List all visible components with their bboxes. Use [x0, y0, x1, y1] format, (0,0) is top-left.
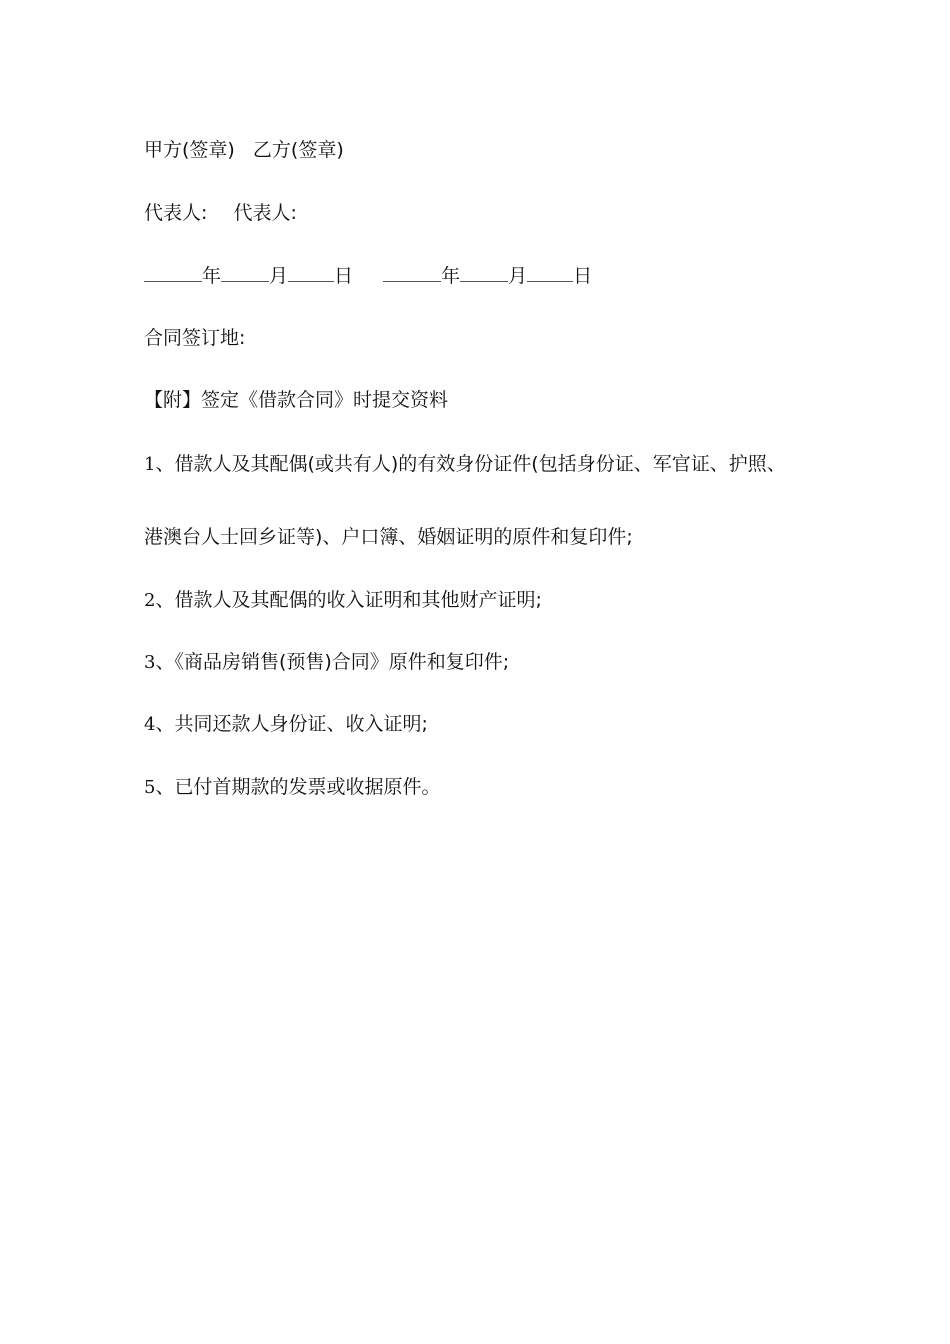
item-separator: 、: [155, 651, 175, 673]
appendix-item-2: [144, 588, 542, 613]
appendix-item-5: [144, 775, 440, 800]
day-label-b: 日: [573, 265, 593, 287]
appendix-title: [144, 388, 448, 412]
item-separator: 、: [155, 453, 175, 475]
appendix-title-text: 【附】签定《借款合同》时提交资料: [144, 389, 449, 411]
year-label-a: 年: [202, 265, 222, 287]
appendix-item-3: [144, 650, 509, 675]
appendix-item-1-continued: [144, 525, 633, 549]
month-blank-b: [460, 263, 508, 282]
item-text: 已付首期款的发票或收据原件。: [174, 776, 441, 798]
item-separator: 、: [155, 589, 175, 611]
signature-parties-line: [144, 138, 344, 162]
item-text: 《商品房销售(预售)合同》原件和复印件;: [174, 651, 510, 673]
year-blank-b: [383, 263, 441, 282]
day-label-a: 日: [334, 265, 354, 287]
year-label-b: 年: [441, 265, 461, 287]
signing-place-line: [144, 326, 245, 350]
year-blank-a: [144, 263, 202, 282]
day-blank-b: [527, 263, 573, 282]
appendix-item-1: [144, 452, 786, 477]
party-b-signature-label: 乙方(签章): [252, 139, 344, 161]
item-text: 借款人及其配偶(或共有人)的有效身份证件(包括身份证、军官证、护照、: [174, 453, 786, 475]
month-label-a: 月: [269, 265, 289, 287]
month-label-b: 月: [508, 265, 528, 287]
party-b-representative-label: 代表人:: [233, 202, 297, 224]
month-blank-a: [221, 263, 269, 282]
item-text: 借款人及其配偶的收入证明和其他财产证明;: [174, 589, 542, 611]
representatives-line: [144, 201, 297, 225]
item-number: 5: [144, 777, 156, 798]
item-separator: 、: [155, 713, 175, 735]
item-number: 2: [144, 590, 156, 611]
appendix-item-4: [144, 712, 428, 737]
item-number: 1: [144, 454, 156, 475]
item-text-continued: 港澳台人士回乡证等)、户口簿、婚姻证明的原件和复印件;: [144, 526, 633, 548]
item-number: 3: [144, 652, 156, 673]
item-text: 共同还款人身份证、收入证明;: [174, 713, 428, 735]
item-number: 4: [144, 714, 156, 735]
date-line: [144, 263, 592, 288]
party-a-representative-label: 代表人:: [144, 202, 208, 224]
day-blank-a: [288, 263, 334, 282]
party-a-signature-label: 甲方(签章): [144, 139, 235, 161]
item-separator: 、: [155, 776, 175, 798]
signing-place-label: 合同签订地:: [144, 327, 246, 349]
